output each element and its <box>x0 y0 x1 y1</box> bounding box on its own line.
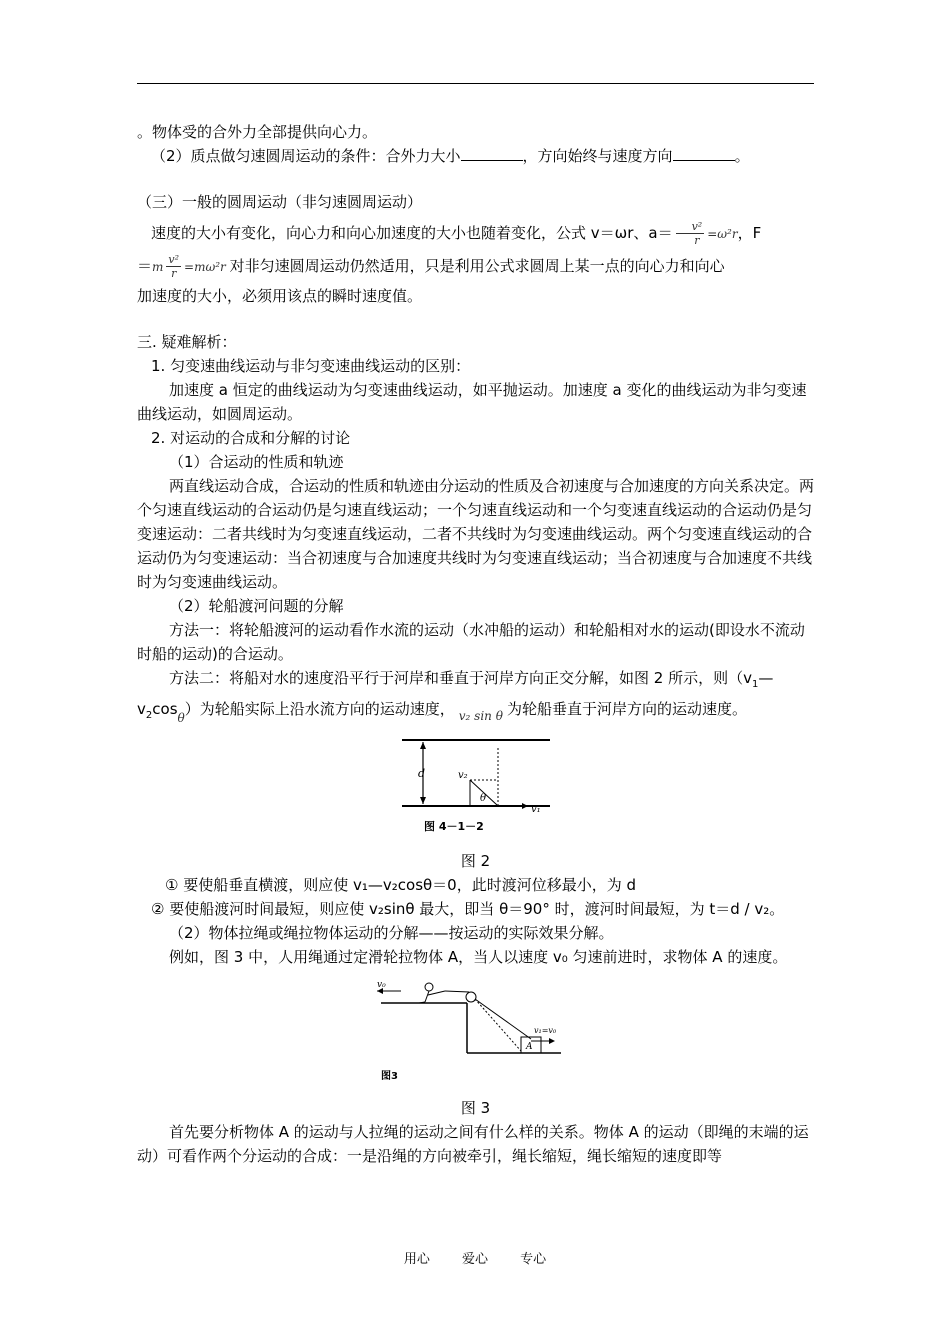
svg-text:v₁=v₀: v₁=v₀ <box>533 1026 556 1035</box>
header-rule <box>137 83 814 84</box>
sub-title: （2）轮船渡河问题的分解 <box>169 597 344 615</box>
fill-blank <box>461 146 523 161</box>
figure-caption: 图 3 <box>460 1099 491 1117</box>
fill-blank <box>673 146 735 161</box>
figure-2 <box>137 734 814 847</box>
text: 方法二：将船对水的速度沿平行于河岸和垂直于河岸方向正交分解，如图 2 所示，则（v <box>169 669 752 687</box>
figure-3 <box>137 975 814 1094</box>
river-crossing-diagram <box>396 734 556 840</box>
text: cos <box>152 700 178 718</box>
condition-line <box>137 144 814 168</box>
figure-caption: 图 2 <box>460 852 491 870</box>
text: v <box>137 700 146 718</box>
paragraph: 两直线运动合成，合运动的性质和轨迹由分运动的性质及合初速度与合加速度的方向关系决定。两个匀速直线运动的合运动仍是匀速直线运动；一个匀速直线运动和一个匀变速直线运动的合运动仍是匀变速运动：二者共线时为匀变速直线运动，二者不共线时为匀变速曲线运动。两个匀变速直线运动的合运动仍为匀变速运动：当合初速度与合加速度共线时为匀变速直线运动；当合初速度与合加速度不共线时为匀变速曲线运动。 <box>137 477 815 591</box>
text: ，F <box>737 224 762 242</box>
paragraph-method2: 方法二：将船对水的速度沿平行于河岸和垂直于河岸方向正交分解，如图 2 所示，则$(v_1—v_2\cos_\theta)$为轮船实际上沿水流方向的运动速度， $_{v_2 sin \theta}$ 为轮船垂直于河岸方向的运动速度。 <box>137 669 774 725</box>
footer-text: 爱心 <box>461 1252 488 1267</box>
math-m-omega2r: =mω²r <box>184 260 230 274</box>
svg-text:图3: 图3 <box>380 1071 398 1082</box>
footer-text: 专心 <box>520 1252 547 1267</box>
text: — <box>758 669 774 687</box>
paragraph: 加速度的大小，必须用该点的瞬时速度值。 <box>137 287 423 305</box>
item-title: 1. 匀变速曲线运动与非匀变速曲线运动的区别： <box>151 357 471 375</box>
math-m: m <box>152 260 164 274</box>
point-2: ② 要使船渡河时间最短，则应使 v₂sinθ 最大，即当 θ＝90° 时，渡河时间最短，为 t＝d / v₂。 <box>151 900 785 918</box>
svg-text:图 4－1－2: 图 4－1－2 <box>423 820 484 833</box>
pulley-rope-diagram <box>371 975 581 1087</box>
math-v2-sin-theta: v₂ sin θ <box>458 709 503 723</box>
text: 为轮船垂直于河岸方向的运动速度。 <box>506 700 747 718</box>
svg-text:v₂: v₂ <box>457 770 468 781</box>
text: （2）质点做匀速圆周运动的条件：合外力大小 <box>151 147 461 165</box>
paragraph: 首先要分析物体 A 的运动与人拉绳的运动之间有什么样的关系。物体 A 的运动（即绳的末端的运动）可看作两个分运动的合成：一是沿绳的方向被牵引，绳长缩短，绳长缩短的速度即等 <box>137 1123 809 1165</box>
formula-line <box>137 220 814 247</box>
text: ，方向始终与速度方向 <box>522 147 673 165</box>
fraction-v2-r: $\frac{\text{v²}}{r}$ <box>676 220 705 247</box>
item-title: 2. 对运动的合成和分解的讨论 <box>151 429 351 447</box>
paragraph: 。物体受的合外力全部提供向心力。 <box>137 123 378 141</box>
sub-title: （1）合运动的性质和轨迹 <box>169 453 344 471</box>
text: 速度的大小有变化，向心力和向心加速度的大小也随着变化，公式 v＝ωr、a＝ <box>151 224 673 242</box>
page-footer <box>0 1248 950 1267</box>
text: ）为轮船实际上沿水流方向的运动速度， <box>184 700 455 718</box>
text: 。 <box>734 147 750 165</box>
document-body <box>137 120 814 1168</box>
svg-text:v₁: v₁ <box>530 804 541 815</box>
math-theta: θ <box>177 711 185 725</box>
sub-title: （2）物体拉绳或绳拉物体运动的分解——按运动的实际效果分解。 <box>169 924 614 942</box>
svg-text:θ: θ <box>479 793 486 804</box>
text: 对非匀速圆周运动仍然适用，只是利用公式求圆周上某一点的向心力和向心 <box>229 257 725 275</box>
fraction-v2-r: $\frac{\text{v²}}{r}$ <box>168 253 180 280</box>
paragraph: 例如，图 3 中，人用绳通过定滑轮拉物体 A，当人以速度 v₀ 匀速前进时，求物体 A 的速度。 <box>169 948 788 966</box>
svg-text:d: d <box>417 767 425 780</box>
text: ＝ <box>137 257 153 275</box>
footer-text: 用心 <box>403 1252 430 1267</box>
paragraph: 方法一：将轮船渡河的运动看作水流的运动（水冲船的运动）和轮船相对水的运动(即设水不流动时船的运动)的合运动。 <box>137 621 805 663</box>
svg-text:A: A <box>525 1042 532 1052</box>
svg-text:v₀: v₀ <box>376 980 386 990</box>
section-title: （三）一般的圆周运动（非匀速圆周运动） <box>137 193 423 211</box>
math-omega2r: =ω²r <box>707 227 738 241</box>
point-1: ① 要使船垂直横渡，则应使 v₁—v₂cosθ＝0，此时渡河位移最小，为 d <box>165 876 637 894</box>
formula-line <box>137 253 814 280</box>
section-heading: 三. 疑难解析： <box>137 333 237 351</box>
paragraph: 加速度 a 恒定的曲线运动为匀变速曲线运动，如平抛运动。加速度 a 变化的曲线运动为非匀变速曲线运动，如圆周运动。 <box>137 381 807 423</box>
